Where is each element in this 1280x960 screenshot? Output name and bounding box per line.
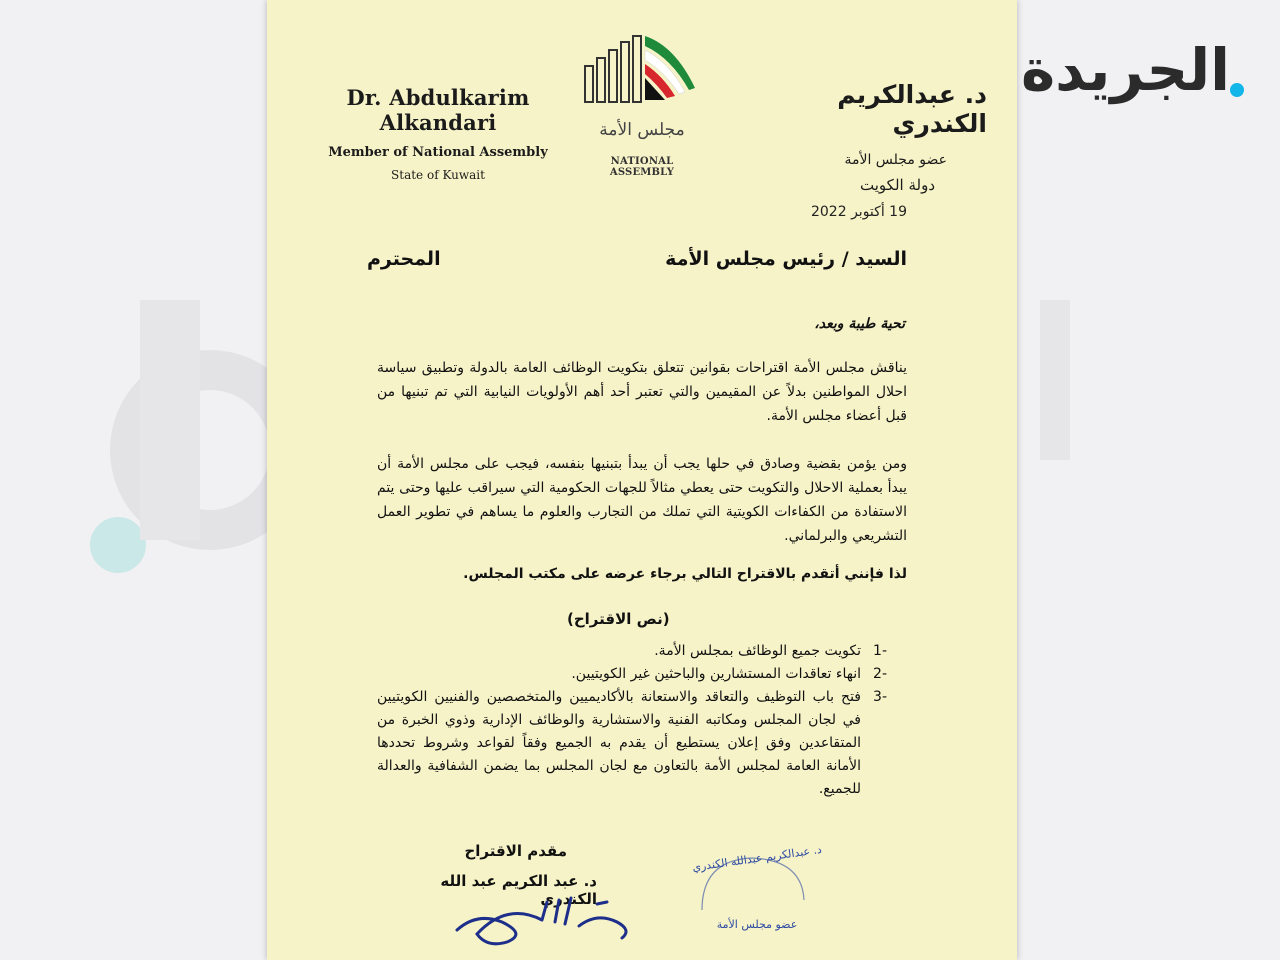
letter-paragraph-1: يناقش مجلس الأمة اقتراحات بقوانين تتعلق بتكويت الوظائف العامة بالدولة وتطبيق سياسة احلال المواطنين بدلاً عن المقيمين والتي تعتبر أحد أهم الأولويات النيابية التي تم تبنيها من قبل أعضاء مجلس الأمة.: [377, 360, 907, 424]
letter-request: لذا فإنني أتقدم بالاقتراح التالي برجاء عرضه على مكتب المجلس.: [463, 566, 907, 582]
letterhead-state-en: State of Kuwait: [391, 168, 485, 182]
letterhead-title-ar: عضو مجلس الأمة: [844, 152, 947, 168]
letterhead-title-en: Member of National Assembly: [328, 145, 548, 160]
letterhead-state-ar: دولة الكويت: [860, 176, 935, 194]
emblem-english-text: NATIONAL ASSEMBLY: [609, 156, 675, 178]
list-item-text: فتح باب التوظيف والتعاقد والاستعانة بالأكاديميين والمتخصصين والفنيين الكويتيين في لجان المجلس ومكاتبه الفنية والاستشارية والوظائف الإدارية وذوي الخبرة من المتقاعدين وفق إعلان يستطيع أن يقدم به الجميع وفقاً لقواعد وشروط تحددها الأمانة العامة لمجلس الأمة بالتعاون مع لجان المجلس بما يضمن الشفافية والعدالة للجميع.: [377, 689, 861, 797]
site-logo: [1018, 30, 1248, 110]
letterhead-name-en: Dr. Abdulkarim Alkandari: [346, 85, 530, 135]
stamp-name: د. عبدالكريم عبدالله الكندري: [691, 842, 823, 875]
list-item: [377, 663, 887, 686]
letter-document: [267, 0, 1017, 960]
letterhead-english: [293, 85, 583, 182]
letter-paragraph-2: ومن يؤمن بقضية وصادق في حلها يجب أن يبدأ بتبنيها بنفسه، فيجب على مجلس الأمة أن يبدأ بعملية الاحلال والتكويت حتى يعطي مثالاً للجهات الحكومية التي سيراقب عليها وحتى يتم الاستفادة من الكفاءات الكويتية التي تملك من التجارب والعلوم ما يساهم في تطوير العمل التشريعي والبرلماني.: [377, 456, 907, 544]
list-item-text: انهاء تعاقدات المستشارين والباحثين غير الكويتيين.: [571, 666, 861, 682]
letterhead-arabic: [747, 80, 987, 194]
list-item-number: -3: [873, 689, 887, 705]
site-logo-dot-icon: [1230, 83, 1244, 97]
letter-date: 19 أكتوبر 2022: [810, 204, 907, 220]
proposal-items: [377, 640, 887, 801]
signature-name: د. عبد الكريم عبد الله الكندري: [440, 872, 597, 908]
list-item-number: -2: [873, 666, 887, 682]
letter-recipient: [367, 248, 907, 270]
proposal-title: (نص الاقتراح): [567, 610, 670, 628]
national-assembly-emblem: [577, 28, 707, 178]
stamp-title: عضو مجلس الأمة: [716, 918, 798, 931]
handwritten-signature: [447, 882, 647, 952]
letter-greeting: تحية طيبة وبعد،: [814, 316, 905, 332]
list-item: [377, 686, 887, 801]
list-item-text: تكويت جميع الوظائف بمجلس الأمة.: [654, 643, 861, 659]
signature-label: مقدم الاقتراح: [464, 842, 567, 860]
list-item-number: -1: [873, 643, 887, 659]
letterhead-name-ar: د. عبدالكريم الكندري: [837, 80, 987, 138]
list-item: [377, 640, 887, 663]
emblem-arabic-text: مجلس الأمة: [599, 120, 685, 140]
recipient-name: السيد / رئيس مجلس الأمة: [665, 248, 907, 270]
recipient-honorific: المحترم: [367, 248, 441, 270]
site-logo-text: الجريدة: [1020, 36, 1230, 104]
national-assembly-emblem-icon: [577, 28, 707, 120]
